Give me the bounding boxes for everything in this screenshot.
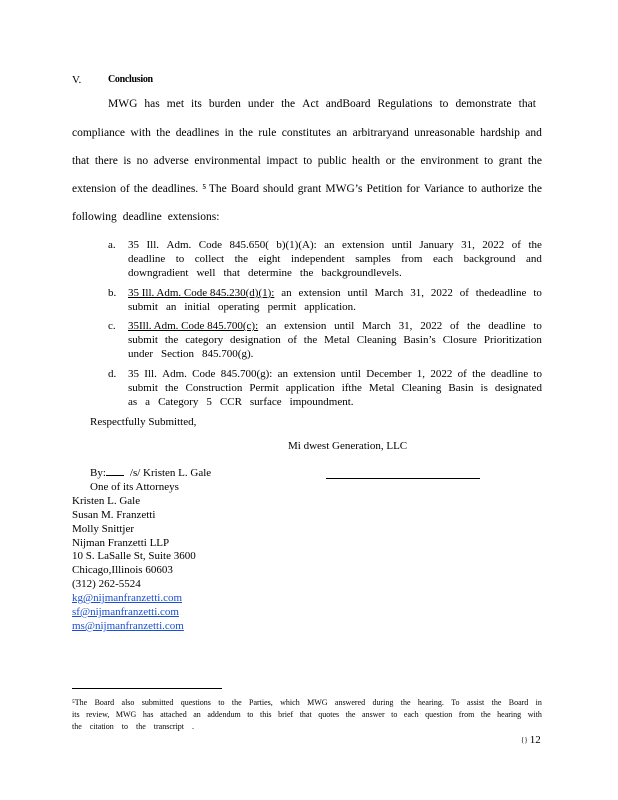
footnote-word: citation xyxy=(89,722,114,731)
paragraph-word: grant xyxy=(498,155,523,167)
paragraph-word: of xyxy=(120,183,130,195)
paragraph-word: that xyxy=(518,98,536,110)
footnote-word: Board xyxy=(508,698,529,707)
extension-word: January xyxy=(419,239,454,251)
extension-word: impoundment. xyxy=(289,396,354,408)
extension-word: extension xyxy=(298,287,341,299)
footnote-line xyxy=(72,710,542,719)
extension-word: submit xyxy=(128,382,158,394)
extension-word: a xyxy=(145,396,151,408)
extension-word: the xyxy=(467,320,481,332)
extension-word: of xyxy=(287,334,297,346)
extension-word: December xyxy=(366,368,412,380)
paragraph-word: grant xyxy=(297,183,322,195)
paragraph-word: arbitraryand xyxy=(352,127,409,139)
extension-word: an xyxy=(324,239,335,251)
extension-line xyxy=(128,267,542,279)
footnote-word: Board xyxy=(94,698,115,707)
footnote-word: each xyxy=(403,710,419,719)
extension-word: March xyxy=(362,320,391,332)
extension-word: Metal xyxy=(324,334,350,346)
footnote-word: answered xyxy=(334,698,366,707)
footnote-word: hearing xyxy=(497,710,522,719)
footnote-word: that xyxy=(299,710,312,719)
closing-text: Respectfully Submitted, xyxy=(90,416,197,428)
extension-word: 5 xyxy=(206,396,212,408)
extension-word: Code xyxy=(198,239,222,251)
extension-word: Adm. xyxy=(166,239,192,251)
extension-word: 35 xyxy=(128,239,139,251)
footnote-word: questions xyxy=(180,698,211,707)
footnote-word: the xyxy=(72,722,82,731)
paragraph-line xyxy=(72,155,542,167)
extension-word: b)(1)(A): xyxy=(276,239,317,251)
paragraph-word: Act xyxy=(302,98,319,110)
paragraph-word: is xyxy=(123,155,132,167)
paragraph-word: its xyxy=(191,98,202,110)
extension-word: 2022 xyxy=(482,239,505,251)
footnote-word: this xyxy=(259,710,272,719)
paragraph-line xyxy=(72,211,542,223)
extension-word: extension xyxy=(284,320,327,332)
paragraph-word: MWG xyxy=(108,98,138,110)
footnote-word: to xyxy=(218,698,225,707)
email-link-text[interactable]: ms@nijmanfranzetti.com xyxy=(72,620,184,632)
extension-word: CCR xyxy=(219,396,242,408)
extension-word: an xyxy=(277,368,289,380)
footnote-word: the xyxy=(345,710,356,719)
paragraph-word: the xyxy=(527,155,542,167)
paragraph-word: extensions: xyxy=(167,211,220,223)
paragraph-word: Regulations xyxy=(377,98,433,110)
extension-word: 35 Ill. Adm. Code 845.230(d)(1): xyxy=(128,287,275,299)
extension-word: well xyxy=(196,267,216,279)
firm-name: Nijman Franzetti LLP xyxy=(72,537,170,549)
paragraph-word: deadlines xyxy=(175,127,220,139)
paragraph-word: no xyxy=(136,155,149,167)
extension-word: the xyxy=(164,334,179,346)
footnote-word: quotes xyxy=(318,710,340,719)
attorney-role: One of its Attorneys xyxy=(90,481,179,493)
paragraph-word: the xyxy=(133,183,148,195)
paragraph-word: extension xyxy=(72,183,117,195)
extension-word: downgradient xyxy=(128,267,189,279)
paragraph-word: Variance xyxy=(423,183,465,195)
by-label: By: xyxy=(90,467,106,479)
paragraph-line xyxy=(72,127,542,139)
footnote-word: question xyxy=(425,710,453,719)
footnote-word: which xyxy=(280,698,300,707)
extension-word: of xyxy=(459,287,469,299)
paragraph-word: unreasonable xyxy=(414,127,475,139)
paragraph-word: Petition xyxy=(366,183,403,195)
extension-word: Construction xyxy=(185,382,243,394)
section-title: Conclusion xyxy=(108,74,153,85)
paragraph-word: or xyxy=(385,155,396,167)
extension-word: an xyxy=(165,301,177,313)
company-name: Mi dwest Generation, LLC xyxy=(288,440,408,452)
extension-word: deadline xyxy=(488,320,526,332)
extension-word: to xyxy=(533,287,542,299)
footnote-word: its xyxy=(72,710,80,719)
extension-word: 845.650( xyxy=(229,239,269,251)
footnote-word: an xyxy=(193,710,201,719)
attorney-name: Molly Snittjer xyxy=(72,523,135,535)
footnote-word: to xyxy=(247,710,254,719)
list-marker: b. xyxy=(108,287,117,299)
email-link[interactable] xyxy=(72,592,194,604)
paragraph-word: Board xyxy=(230,183,259,195)
footnote-word: has xyxy=(142,710,154,719)
extension-word: the xyxy=(303,334,318,346)
extension-line xyxy=(128,334,542,346)
extension-word: submit xyxy=(128,334,158,346)
extension-word: permit xyxy=(267,301,297,313)
paragraph-word: to xyxy=(303,155,313,167)
paragraph-word: the xyxy=(156,127,171,139)
phone-number: (312) 262-5524 xyxy=(72,578,141,590)
list-marker: d. xyxy=(108,368,117,380)
extension-word: the xyxy=(299,267,314,279)
extension-line xyxy=(128,253,542,265)
address-line: Chicago,Illinois 60603 xyxy=(72,564,173,576)
footnote-word: attached xyxy=(160,710,187,719)
paragraph-word: authorize xyxy=(481,183,524,195)
paragraph-word: the xyxy=(238,127,254,139)
extension-word: application. xyxy=(304,301,356,313)
extension-word: until xyxy=(391,239,412,251)
extension-line xyxy=(128,301,542,313)
extension-word: 2022 xyxy=(420,320,443,332)
footnote-word: answer xyxy=(361,710,385,719)
footnote-word: To xyxy=(451,698,460,707)
extension-word: Permit xyxy=(249,382,279,394)
extension-word: deadline xyxy=(490,368,529,380)
extension-word: 2022 xyxy=(430,287,453,299)
paragraph-word: hardship xyxy=(480,127,520,139)
footnote-word: also xyxy=(121,698,135,707)
by-line xyxy=(90,467,211,479)
paragraph-word: there xyxy=(94,155,118,167)
extension-word: until xyxy=(334,320,355,332)
footnote-word: to xyxy=(121,722,129,731)
section-number: V. xyxy=(72,74,82,86)
extension-word: 35Ill. Adm. Code 845.700(c): xyxy=(128,320,259,332)
paragraph-word: to xyxy=(484,155,494,167)
paragraph-word: demonstrate xyxy=(455,98,512,110)
extension-word: initial xyxy=(184,301,211,313)
footnote-word: MWG xyxy=(115,710,137,719)
by-blank xyxy=(106,475,124,476)
extension-word: each xyxy=(432,253,454,265)
extension-word: March xyxy=(374,287,404,299)
paragraph-word: that xyxy=(72,155,90,167)
extension-word: the xyxy=(528,239,542,251)
extension-word: until xyxy=(347,287,368,299)
footnote-word: MWG xyxy=(307,698,328,707)
paragraph-word: to xyxy=(439,98,449,110)
extension-word: Ill. xyxy=(146,239,160,251)
email-link-text[interactable]: sf@nijmanfranzetti.com xyxy=(72,606,179,618)
page-number xyxy=(521,734,541,746)
extension-word: as xyxy=(128,396,138,408)
email-link-text[interactable]: kg@nijmanfranzetti.com xyxy=(72,592,183,604)
extension-word: to xyxy=(533,320,542,332)
paragraph-word: public xyxy=(317,155,347,167)
footnote-word: review, xyxy=(86,710,110,719)
paragraph-word: rule xyxy=(258,127,277,139)
extension-word: designated xyxy=(494,382,542,394)
paragraph-word: andBoard xyxy=(325,98,371,110)
extension-word: to xyxy=(175,253,185,265)
extension-word: ifthe xyxy=(341,382,362,394)
extension-word: the xyxy=(234,253,249,265)
paragraph-word: under xyxy=(247,98,275,110)
paragraph-word: compliance xyxy=(72,127,126,139)
page-number-value: 12 xyxy=(529,734,541,746)
extension-word: 31, xyxy=(461,239,475,251)
extension-word: 1, xyxy=(416,368,426,380)
paragraph-word: deadlines. xyxy=(151,183,199,195)
extension-line xyxy=(128,287,542,299)
extension-word: thedeadline xyxy=(475,287,527,299)
paragraph-word: the xyxy=(400,155,415,167)
footnote-word: . xyxy=(192,722,195,731)
extension-word: and xyxy=(526,253,542,265)
extension-word: surface xyxy=(249,396,282,408)
extension-word: 2022 xyxy=(430,368,453,380)
paragraph-word: ⁵ The xyxy=(202,183,227,195)
extension-word: samples xyxy=(355,253,391,265)
extension-line xyxy=(128,348,542,360)
extension-word: the xyxy=(165,382,179,394)
paragraph-line xyxy=(72,183,542,195)
extension-word: 845.700(g). xyxy=(202,348,254,360)
footnote-word: to xyxy=(391,710,398,719)
page-mark: {} xyxy=(521,736,528,744)
extension-word: Cleaning xyxy=(356,334,397,346)
extension-word: the xyxy=(472,368,486,380)
extension-word: submit xyxy=(128,301,158,313)
footnote-word: the xyxy=(480,710,491,719)
paragraph-word: an xyxy=(336,127,348,139)
email-link[interactable] xyxy=(72,620,196,632)
paragraph-word: environment xyxy=(420,155,479,167)
extension-word: extension xyxy=(293,368,336,380)
footnote-line xyxy=(72,698,542,707)
paragraph-word: burden xyxy=(208,98,241,110)
attorney-name: Kristen L. Gale xyxy=(72,495,141,507)
extension-word: 31, xyxy=(410,287,424,299)
extension-word: of xyxy=(450,320,460,332)
footnote-word: assist xyxy=(466,698,485,707)
footnote-word: the xyxy=(491,698,502,707)
paragraph-line xyxy=(108,98,536,110)
paragraph-word: environmental xyxy=(194,155,261,167)
extension-line xyxy=(128,382,542,394)
extension-word: of xyxy=(457,368,467,380)
extension-line xyxy=(128,368,542,380)
extension-word: Section xyxy=(161,348,195,360)
footnote-word: from xyxy=(458,710,475,719)
footnote-separator xyxy=(72,688,222,689)
extension-line xyxy=(128,320,542,332)
list-marker: c. xyxy=(108,320,116,332)
extension-word: Ill. xyxy=(144,368,157,380)
paragraph-word: met xyxy=(166,98,185,110)
extension-word: determine xyxy=(247,267,292,279)
extension-word: designation xyxy=(230,334,281,346)
signature-line xyxy=(326,478,480,479)
extension-word: application xyxy=(285,382,335,394)
paragraph-word: following xyxy=(72,211,117,223)
extension-word: Prioritization xyxy=(483,334,542,346)
footnote-word: brief xyxy=(278,710,294,719)
footnote-word: ⁵The xyxy=(72,698,88,707)
paragraph-word: the xyxy=(281,98,296,110)
footnote-word: submitted xyxy=(141,698,174,707)
paragraph-word: adverse xyxy=(153,155,189,167)
extension-word: from xyxy=(401,253,423,265)
footnote-word: addendum xyxy=(207,710,241,719)
extension-word: independent xyxy=(290,253,345,265)
footnote-line xyxy=(72,722,542,731)
extension-word: under xyxy=(128,348,154,360)
paragraph-word: impact xyxy=(266,155,298,167)
extension-word: deadline xyxy=(128,253,166,265)
extension-word: Basin’s xyxy=(403,334,436,346)
footnote-word: the xyxy=(136,722,146,731)
extension-word: backgroundlevels. xyxy=(321,267,402,279)
extension-word: Metal xyxy=(368,382,395,394)
extension-word: operating xyxy=(218,301,260,313)
signer-name: /s/ Kristen L. Gale xyxy=(129,467,212,479)
extension-word: until xyxy=(340,368,361,380)
paragraph-word: and xyxy=(525,127,542,139)
paragraph-word: MWG’s xyxy=(325,183,363,195)
extension-word: is xyxy=(480,382,488,394)
paragraph-word: the xyxy=(527,183,542,195)
paragraph-word: with xyxy=(130,127,151,139)
extension-word: Basin xyxy=(448,382,474,394)
extension-word: background xyxy=(463,253,516,265)
email-link[interactable] xyxy=(72,606,194,618)
extension-word: category xyxy=(185,334,224,346)
extension-word: an xyxy=(281,287,292,299)
paragraph-word: in xyxy=(224,127,234,139)
footnote-word: with xyxy=(527,710,542,719)
extension-line xyxy=(128,239,542,251)
list-marker: a. xyxy=(108,239,116,251)
paragraph-word: to xyxy=(468,183,478,195)
extension-word: of xyxy=(511,239,521,251)
paragraph-word: has xyxy=(144,98,160,110)
footnote-word: in xyxy=(535,698,542,707)
paragraph-word: health xyxy=(352,155,381,167)
paragraph-word: deadline xyxy=(122,211,162,223)
extension-line xyxy=(128,396,542,408)
footnote-word: transcript xyxy=(153,722,185,731)
extension-word: that xyxy=(223,267,240,279)
extension-word: eight xyxy=(258,253,281,265)
extension-word: 31, xyxy=(398,320,413,332)
extension-word: Cleaning xyxy=(401,382,442,394)
footnote-word: the xyxy=(400,698,411,707)
extension-word: extension xyxy=(342,239,385,251)
extension-word: an xyxy=(265,320,277,332)
extension-word: Category xyxy=(158,396,199,408)
paragraph-word: should xyxy=(263,183,294,195)
footnote-word: hearing. xyxy=(417,698,444,707)
extension-word: 845.700(g): xyxy=(220,368,273,380)
paragraph-word: constitutes xyxy=(281,127,331,139)
footnote-word: the xyxy=(231,698,242,707)
attorney-name: Susan M. Franzetti xyxy=(72,509,156,521)
address-line: 10 S. LaSalle St, Suite 3600 xyxy=(72,550,196,562)
extension-word: Adm. xyxy=(162,368,187,380)
extension-word: 35 xyxy=(128,368,139,380)
extension-word: collect xyxy=(194,253,225,265)
footnote-word: during xyxy=(372,698,394,707)
footnote-word: Parties, xyxy=(249,698,273,707)
paragraph-word: for xyxy=(406,183,420,195)
extension-word: to xyxy=(533,368,542,380)
extension-word: Code xyxy=(192,368,216,380)
extension-word: Closure xyxy=(442,334,477,346)
